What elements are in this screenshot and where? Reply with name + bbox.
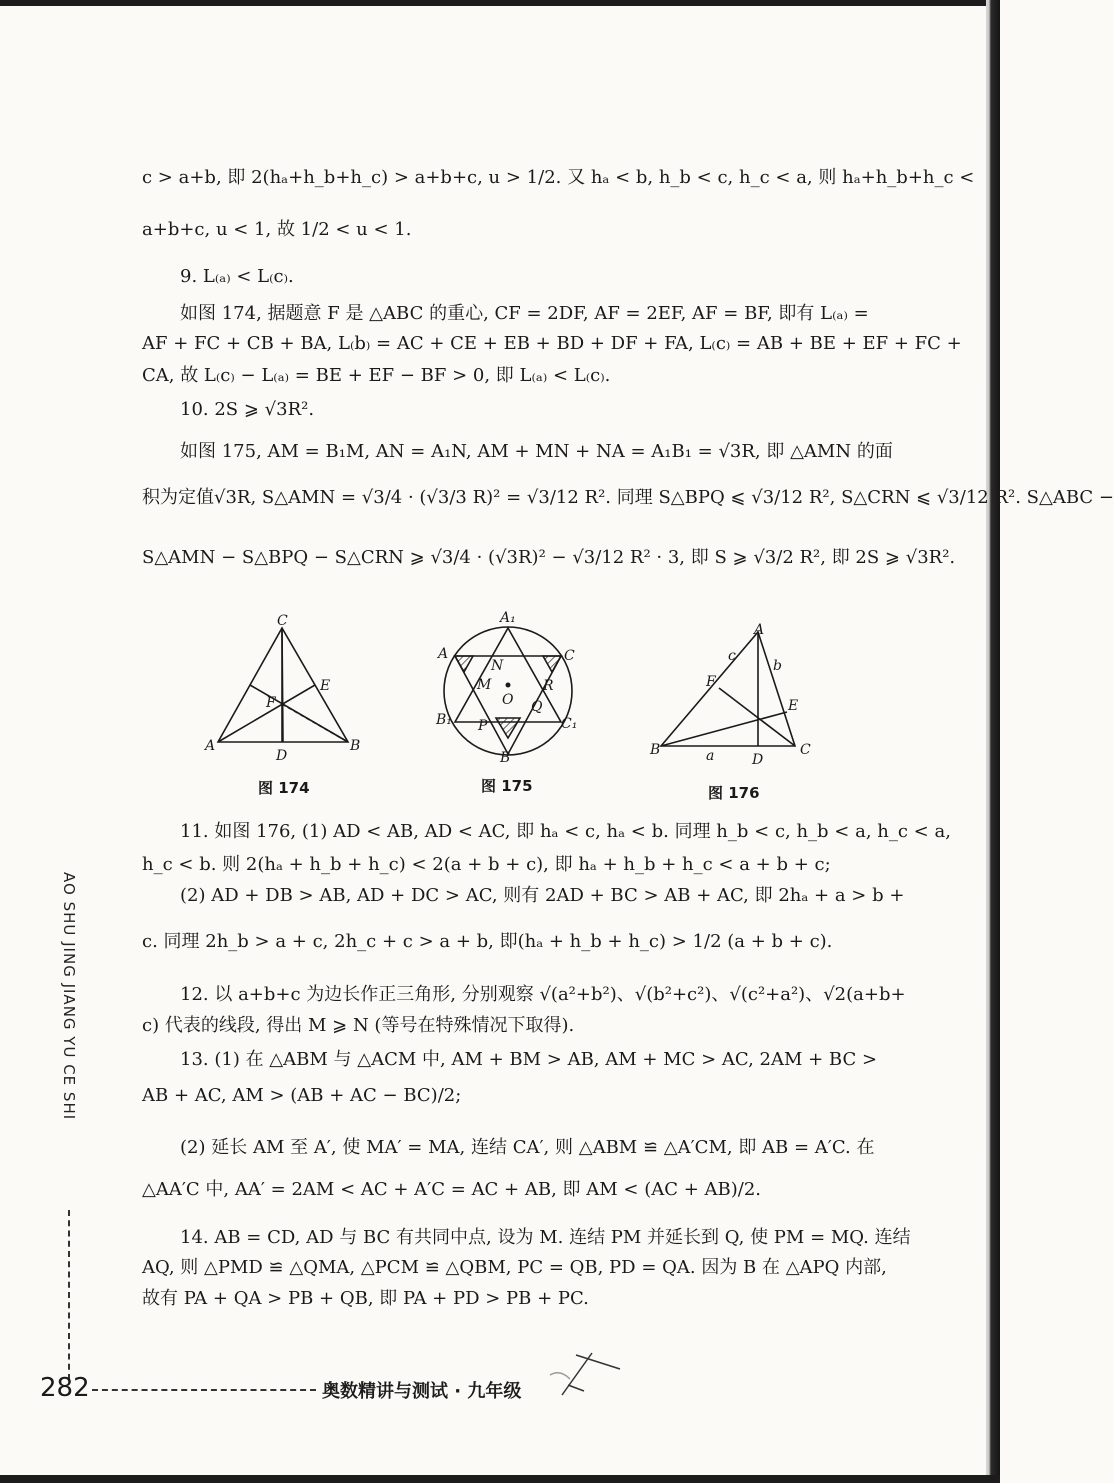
pencil-decoration-icon <box>540 1345 640 1405</box>
figure-175 <box>428 606 588 766</box>
answer-11-text: 11. 如图 176, (1) AD < AB, AD < AC, 即 hₐ < c, hₐ < b. 同理 h_b < c, h_b < a, h_c < a, <box>180 821 951 842</box>
figure-175-caption: 图 175 <box>481 777 533 795</box>
label: O <box>502 692 514 708</box>
label: A₁ <box>500 610 516 626</box>
text-line: 故有 PA + QA > PB + QB, 即 PA + PD > PB + PC. <box>142 1288 589 1309</box>
text-line: 如图 175, AM = B₁M, AN = A₁N, AM + MN + NA = A₁B₁ = √3R, 即 △AMN 的面 <box>180 441 893 462</box>
answer-10-heading: 10. 2S ⩾ √3R². <box>180 399 315 420</box>
text-line: a+b+c, u < 1, 故 1/2 < u < 1. <box>142 219 412 240</box>
label: C <box>564 648 575 664</box>
answer-12-text: 12. 以 a+b+c 为边长作正三角形, 分别观察 √(a²+b²)、√(b²+c²)、√(c²+a²)、√2(a+b+ <box>180 984 906 1005</box>
text-line: 如图 174, 据题意 F 是 △ABC 的重心, CF = 2DF, AF = 2EF, AF = BF, 即有 L₍ₐ₎ = <box>180 303 869 324</box>
label: Q <box>531 699 543 715</box>
label: C <box>800 742 811 758</box>
scan-top-edge <box>0 0 1000 6</box>
figure-174 <box>200 608 380 768</box>
scan-right-edge <box>986 0 1000 1483</box>
label: B <box>350 738 361 754</box>
scan-bottom-edge <box>0 1475 1000 1483</box>
label: F <box>706 674 716 690</box>
text-line: (2) 延长 AM 至 A′, 使 MA′ = MA, 连结 CA′, 则 △ABM ≌ △A′CM, 即 AB = A′C. 在 <box>180 1137 875 1158</box>
figure-176-caption: 图 176 <box>708 784 760 802</box>
answer-9-heading: 9. L₍ₐ₎ < L₍c₎. <box>180 266 294 287</box>
text-line: △AA′C 中, AA′ = 2AM < AC + A′C = AC + AB, 即 AM < (AC + AB)/2. <box>142 1179 762 1200</box>
text-line: AB + AC, AM > (AB + AC − BC)/2; <box>142 1085 462 1106</box>
text-line: (2) AD + DB > AB, AD + DC > AC, 则有 2AD + BC > AB + AC, 即 2hₐ + a > b + <box>180 885 905 906</box>
label: A <box>438 646 449 662</box>
text-line: S△AMN − S△BPQ − S△CRN ⩾ √3/4 · (√3R)² − √3/12 R² · 3, 即 S ⩾ √3/2 R², 即 2S ⩾ √3R². <box>142 547 956 568</box>
label: E <box>320 678 331 694</box>
text-line: AQ, 则 △PMD ≌ △QMA, △PCM ≌ △QBM, PC = QB, PD = QA. 因为 B 在 △APQ 内部, <box>142 1257 887 1278</box>
label: P <box>478 718 488 734</box>
label: c <box>728 648 736 664</box>
text-line: c. 同理 2h_b > a + c, 2h_c + c > a + b, 即(hₐ + h_b + h_c) > 1/2 (a + b + c). <box>142 931 833 952</box>
label: b <box>773 658 782 674</box>
label: A <box>205 738 216 754</box>
text-line: AF + FC + CB + BA, L₍b₎ = AC + CE + EB + BD + DF + FA, L₍c₎ = AB + BE + EF + FC + <box>142 333 962 354</box>
label: B <box>500 750 511 766</box>
label: M <box>477 677 492 693</box>
label: B <box>650 742 661 758</box>
figure-176 <box>640 618 820 768</box>
label: D <box>752 752 764 768</box>
footer-dash-line <box>92 1389 316 1391</box>
text-line: CA, 故 L₍c₎ − L₍ₐ₎ = BE + EF − BF > 0, 即 L₍ₐ₎ < L₍c₎. <box>142 365 611 386</box>
label: N <box>491 658 504 674</box>
label: C₁ <box>561 716 578 732</box>
label: E <box>788 698 799 714</box>
text-line: h_c < b. 则 2(hₐ + h_b + h_c) < 2(a + b + c), 即 hₐ + h_b + h_c < a + b + c; <box>142 854 831 875</box>
answer-13-text: 13. (1) 在 △ABM 与 △ACM 中, AM + BM > AB, AM + MC > AC, 2AM + BC > <box>180 1049 878 1070</box>
label: D <box>276 748 288 764</box>
label: a <box>706 748 715 764</box>
book-title: 奥数精讲与测试 · 九年级 <box>322 1381 522 1402</box>
label: R <box>543 678 554 694</box>
label: A <box>754 622 765 638</box>
figure-174-caption: 图 174 <box>258 779 310 797</box>
side-running-title: AO SHU JING JIANG YU CE SHI <box>60 872 78 1121</box>
label: B₁ <box>436 712 452 728</box>
page-number: 282 <box>40 1373 90 1403</box>
label: F <box>266 695 276 711</box>
text-line: c > a+b, 即 2(hₐ+h_b+h_c) > a+b+c, u > 1/2. 又 hₐ < b, h_b < c, h_c < a, 则 hₐ+h_b+h_c < <box>142 167 975 188</box>
label: C <box>277 613 288 629</box>
answer-14-text: 14. AB = CD, AD 与 BC 有共同中点, 设为 M. 连结 PM 并延长到 Q, 使 PM = MQ. 连结 <box>180 1227 911 1248</box>
text-line: c) 代表的线段, 得出 M ⩾ N (等号在特殊情况下取得). <box>142 1015 575 1036</box>
text-line: 积为定值√3R, S△AMN = √3/4 · (√3/3 R)² = √3/12 R². 同理 S△BPQ ⩽ √3/12 R², S△CRN ⩽ √3/12 R². S△ABC − <box>142 487 1114 508</box>
side-dash-line <box>68 1210 70 1380</box>
